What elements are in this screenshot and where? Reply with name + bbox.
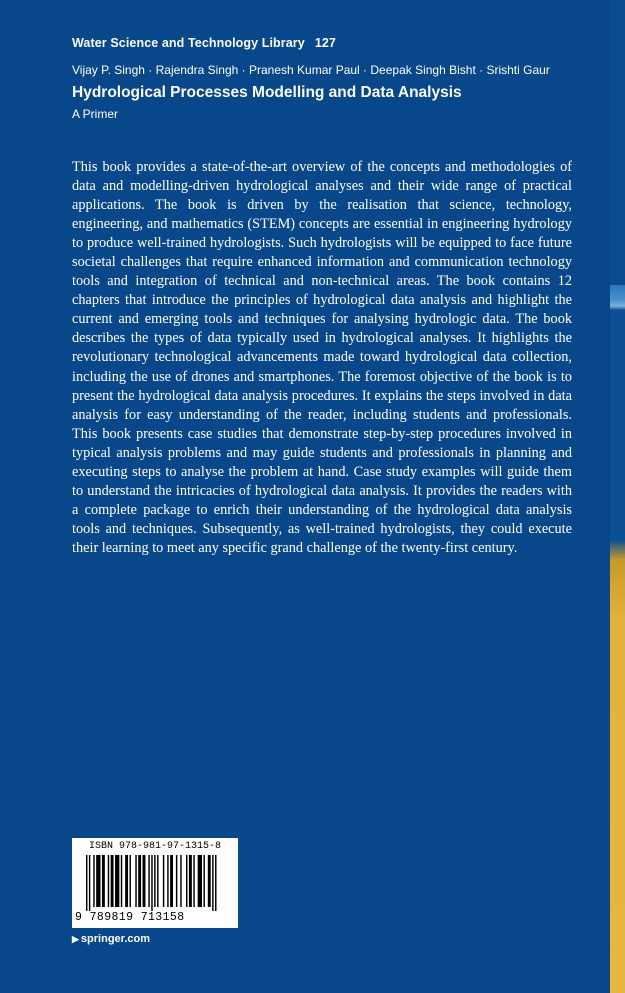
isbn-barcode xyxy=(72,838,238,928)
barcode-bar xyxy=(180,855,181,907)
barcode-bar xyxy=(86,855,87,911)
barcode-bar xyxy=(115,855,119,907)
barcode-bars xyxy=(86,855,226,911)
barcode-bar xyxy=(151,855,152,911)
book-title: Hydrological Processes Modelling and Data Analysis xyxy=(72,84,462,101)
barcode-bar xyxy=(157,855,158,907)
series-name: Water Science and Technology Library xyxy=(72,36,305,50)
barcode-bar xyxy=(111,855,114,907)
barcode-bar xyxy=(186,855,187,907)
barcode-bar xyxy=(170,855,173,907)
barcode-bar xyxy=(102,855,105,907)
publisher-link-text: springer.com xyxy=(80,933,150,945)
barcode-bar xyxy=(215,855,216,911)
barcode-bar xyxy=(176,855,177,907)
barcode-bar xyxy=(138,855,141,907)
barcode-bar xyxy=(96,855,100,907)
barcode-bar xyxy=(167,855,168,907)
publisher-link[interactable] xyxy=(72,933,150,945)
author-list: Vijay P. Singh · Rajendra Singh · Pranesh Kumar Paul · Deepak Singh Bisht · Srishti Gaur xyxy=(72,63,550,77)
barcode-bar xyxy=(135,855,136,907)
series-line xyxy=(72,36,336,50)
barcode-digits: 9 789819 713158 xyxy=(75,911,185,924)
barcode-bar xyxy=(93,855,94,907)
book-subtitle: A Primer xyxy=(72,107,119,121)
barcode-bar xyxy=(130,855,131,907)
barcode-bar xyxy=(143,855,146,907)
barcode-bar xyxy=(89,855,90,911)
barcode-bar xyxy=(198,855,202,907)
barcode-bar xyxy=(208,855,211,907)
barcode-bar xyxy=(189,855,192,907)
isbn-label: ISBN 978-981-97-1315-8 xyxy=(88,841,222,852)
barcode-bar xyxy=(121,855,122,907)
triangle-arrow-icon: ▶ xyxy=(72,934,79,944)
barcode-bar xyxy=(148,855,149,907)
barcode-bar xyxy=(163,855,164,907)
barcode-bar xyxy=(108,855,109,907)
barcode-bar xyxy=(203,855,204,907)
barcode-bar xyxy=(212,855,213,911)
spine-edge xyxy=(610,0,625,993)
book-description: This book provides a state-of-the-art overview of the concepts and methodologies of data and modelling-driven hydrological analyses and their wide range of practical applications. The book is driven by the realisation that science, technology, engineering, and mathematics (STEM) concepts are essential in engineering hydrology to produce well-trained hydrologists. Such hydrologists will be equipped to face future societal challenges that require enhanced information and communication technology tools and integration of technical and non-technical areas. The book contains 12 chapters that introduce the principles of hydrological data analysis and highlight the current and emerging tools and techniques for analysing hydrologic data. The book describes the types of data typically used in hydrological analyses. It highlights the revolutionary technological advancements made toward hydrological data collection, including the use of drones and smartphones. The foremost objective of the book is to present the hydrological data analysis procedures. It explains the steps involved in data analysis for easy understanding of the reader, including students and professionals. This book presents case studies that demonstrate step-by-step procedures involved in typical analysis problems and may guide students and professionals in planning and executing steps to analyse the problem at hand. Case study examples will guide them to understand the intricacies of hydrological data analysis. It provides the readers with a complete package to enrich their understanding of the hydrological data analysis tools and techniques. Subsequently, as well-trained hydrologists, they could execute their learning to meet any specific grand challenge of the twenty-first century. xyxy=(72,159,572,556)
barcode-bar xyxy=(125,855,128,907)
barcode-bar xyxy=(154,855,155,907)
barcode-bar xyxy=(193,855,194,907)
series-number: 127 xyxy=(314,36,336,50)
